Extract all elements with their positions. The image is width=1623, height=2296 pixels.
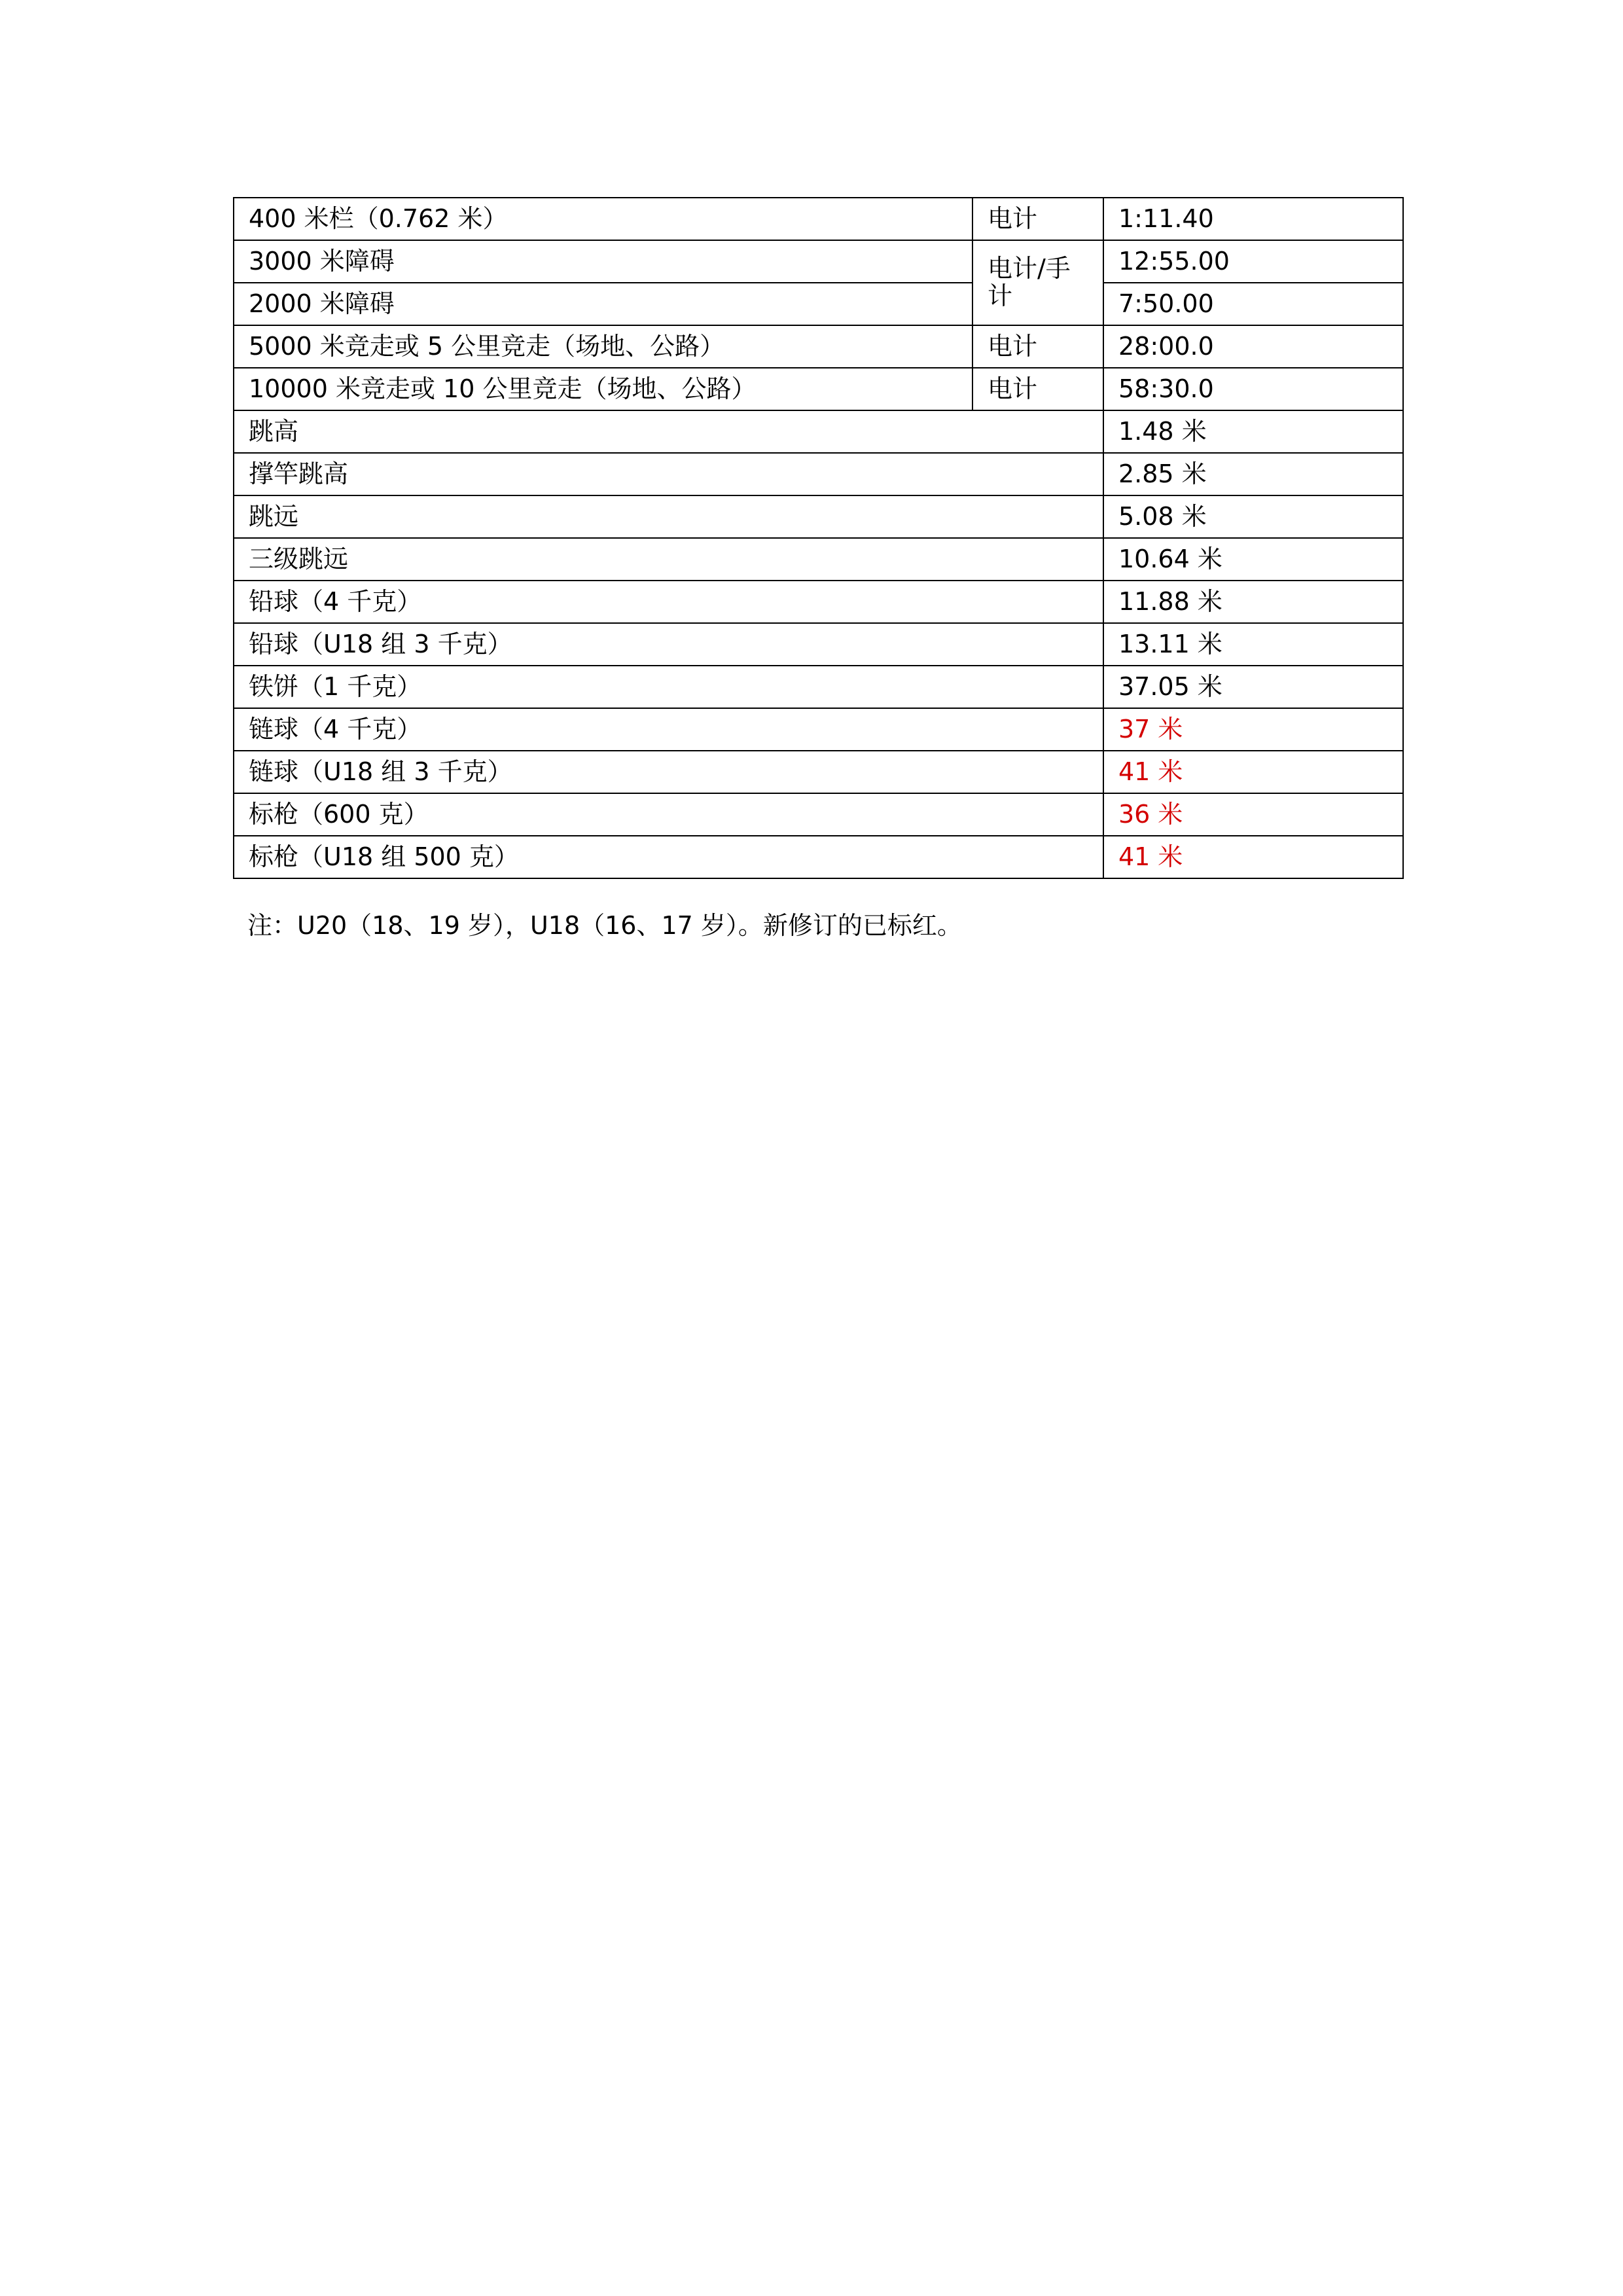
table-row	[234, 453, 1403, 495]
mark-cell: 37 米	[1103, 708, 1403, 751]
event-cell: 标枪（U18 组 500 克）	[234, 836, 1103, 878]
table-row	[234, 283, 1403, 325]
mark-cell: 2.85 米	[1103, 453, 1403, 495]
event-cell: 铅球（U18 组 3 千克）	[234, 623, 1103, 666]
table-row	[234, 368, 1403, 410]
table-row	[234, 623, 1403, 666]
event-cell: 2000 米障碍	[234, 283, 972, 325]
table-row	[234, 666, 1403, 708]
mark-cell: 36 米	[1103, 793, 1403, 836]
table-row	[234, 410, 1403, 453]
event-cell: 铅球（4 千克）	[234, 581, 1103, 623]
mark-cell: 1.48 米	[1103, 410, 1403, 453]
timing-cell: 电计	[972, 198, 1103, 240]
table-row	[234, 495, 1403, 538]
event-cell: 链球（4 千克）	[234, 708, 1103, 751]
mark-cell: 7:50.00	[1103, 283, 1403, 325]
table-row	[234, 538, 1403, 581]
table-row	[234, 793, 1403, 836]
event-cell: 5000 米竞走或 5 公里竞走（场地、公路）	[234, 325, 972, 368]
table-row	[234, 198, 1403, 240]
mark-cell: 11.88 米	[1103, 581, 1403, 623]
mark-cell: 41 米	[1103, 751, 1403, 793]
timing-cell: 电计/手计	[972, 240, 1103, 325]
event-cell: 铁饼（1 千克）	[234, 666, 1103, 708]
mark-cell: 28:00.0	[1103, 325, 1403, 368]
mark-cell: 41 米	[1103, 836, 1403, 878]
timing-cell: 电计	[972, 368, 1103, 410]
mark-cell: 37.05 米	[1103, 666, 1403, 708]
event-cell: 跳远	[234, 495, 1103, 538]
event-cell: 400 米栏（0.762 米）	[234, 198, 972, 240]
table-row	[234, 240, 1403, 283]
standards-table	[233, 197, 1404, 879]
event-cell: 撑竿跳高	[234, 453, 1103, 495]
table-row	[234, 751, 1403, 793]
event-cell: 三级跳远	[234, 538, 1103, 581]
timing-cell: 电计	[972, 325, 1103, 368]
event-cell: 10000 米竞走或 10 公里竞走（场地、公路）	[234, 368, 972, 410]
mark-cell: 10.64 米	[1103, 538, 1403, 581]
event-cell: 跳高	[234, 410, 1103, 453]
mark-cell: 1:11.40	[1103, 198, 1403, 240]
mark-cell: 5.08 米	[1103, 495, 1403, 538]
event-cell: 链球（U18 组 3 千克）	[234, 751, 1103, 793]
mark-cell: 12:55.00	[1103, 240, 1403, 283]
mark-cell: 13.11 米	[1103, 623, 1403, 666]
mark-cell: 58:30.0	[1103, 368, 1403, 410]
table-row	[234, 708, 1403, 751]
event-cell: 标枪（600 克）	[234, 793, 1103, 836]
table-row	[234, 325, 1403, 368]
table-row	[234, 836, 1403, 878]
table-row	[234, 581, 1403, 623]
event-cell: 3000 米障碍	[234, 240, 972, 283]
footnote: 注：U20（18、19 岁），U18（16、17 岁）。新修订的已标红。	[247, 911, 962, 940]
